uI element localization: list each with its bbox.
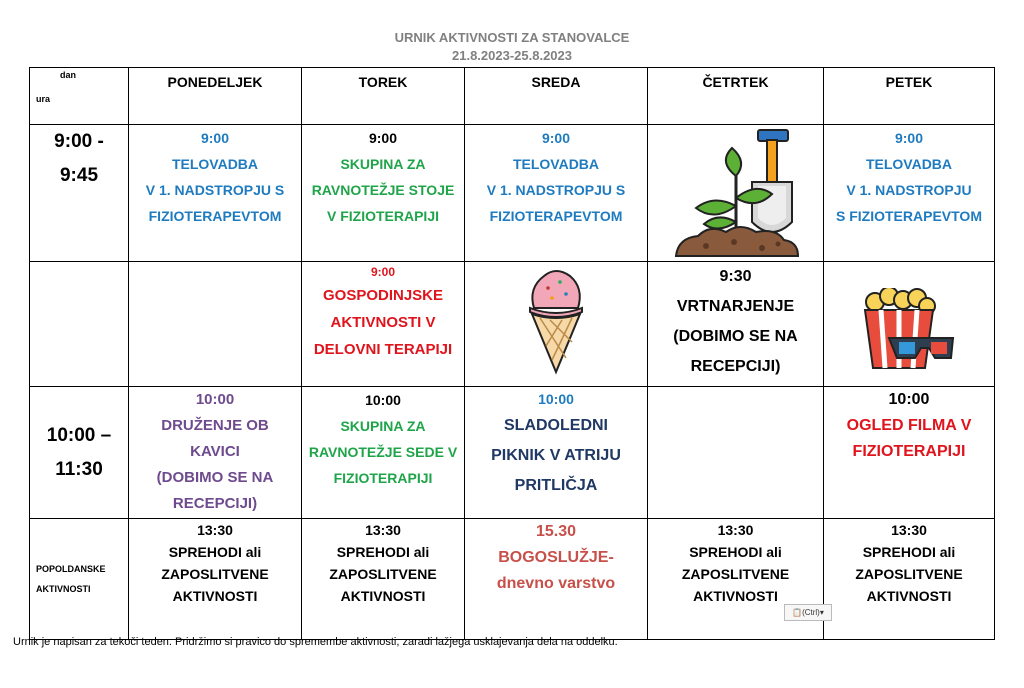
activity-cell — [302, 262, 465, 387]
activity-cell — [648, 519, 824, 640]
activity-text: SPREHODI ali — [168, 544, 262, 560]
activity-text: V 1. NADSTROPJU S — [486, 182, 626, 198]
activity-text: SPREHODI ali — [862, 544, 956, 560]
time-end: 11:30 — [55, 458, 103, 480]
activity-cell — [129, 519, 302, 640]
activity-text: TELOVADBA — [512, 156, 600, 172]
activity-text: ZAPOSLITVENE — [681, 566, 790, 582]
activity-time: 10:00 — [195, 391, 235, 408]
day-header-monday: PONEDELJEK — [129, 68, 302, 125]
activity-text: RECEPCIJI) — [172, 495, 258, 512]
activity-text: BOGOSLUŽJE- — [498, 549, 614, 566]
activity-time: 13:30 — [891, 522, 927, 538]
schedule-table — [29, 67, 995, 640]
activity-text: RAVNOTEŽJE STOJE — [311, 182, 455, 198]
activity-time: 15.30 — [535, 523, 577, 540]
time-cell-morning — [30, 125, 129, 262]
activity-cell — [824, 519, 995, 640]
popcorn-3d-glasses-icon — [861, 288, 957, 372]
activity-time: 10:00 — [538, 391, 574, 407]
activity-text: (DOBIMO SE NA — [156, 469, 274, 486]
activity-text: DELOVNI TERAPIJI — [313, 341, 453, 358]
activity-text: GOSPODINJSKE — [322, 287, 444, 304]
activity-time: 9:30 — [719, 268, 752, 285]
afternoon-label: POPOLDANSKE — [36, 564, 106, 574]
activity-text: SPREHODI ali — [689, 544, 782, 560]
schedule-row-morning — [30, 125, 995, 262]
day-header-thursday: ČETRTEK — [648, 68, 824, 125]
activity-cell — [824, 262, 995, 387]
activity-text: V 1. NADSTROPJU — [846, 182, 972, 198]
paste-options-label: (Ctrl) — [802, 608, 820, 617]
activity-text: RECEPCIJI) — [690, 358, 781, 375]
activity-text: SLADOLEDNI — [504, 417, 608, 434]
activity-time: 9:00 — [541, 130, 571, 146]
activity-cell — [824, 387, 995, 519]
activity-cell — [465, 519, 648, 640]
activity-cell — [129, 387, 302, 519]
header-row — [30, 68, 995, 125]
time-end: 9:45 — [59, 165, 99, 186]
activity-cell — [648, 125, 824, 262]
day-header-friday: PETEK — [824, 68, 995, 125]
schedule-dates: 21.8.2023-25.8.2023 — [452, 48, 572, 63]
time-cell-late-morning — [30, 387, 129, 519]
activity-text: FIZIOTERAPIJI — [852, 443, 966, 460]
clipboard-icon: 📋 — [792, 608, 803, 617]
activity-text: OGLED FILMA V — [846, 417, 972, 434]
activity-text: AKTIVNOSTI — [866, 588, 952, 604]
schedule-row-afternoon — [30, 519, 995, 640]
schedule-row-midmorning — [30, 262, 995, 387]
activity-text: FIZIOTERAPEVTOM — [148, 208, 282, 224]
activity-cell — [129, 125, 302, 262]
activity-text: FIZIOTERAPIJI — [333, 470, 433, 486]
activity-text: KAVICI — [190, 443, 240, 460]
activity-time: 13:30 — [365, 522, 401, 538]
day-header-tuesday: TOREK — [302, 68, 465, 125]
activity-cell — [465, 262, 648, 387]
activity-text: S FIZIOTERAPEVTOM — [836, 208, 982, 224]
activity-text: DRUŽENJE OB — [161, 417, 269, 434]
activity-text: FIZIOTERAPEVTOM — [489, 208, 623, 224]
time-start: 9:00 - — [54, 131, 104, 152]
hour-axis-label: ura — [36, 94, 51, 104]
activity-text: ZAPOSLITVENE — [855, 566, 963, 582]
activity-time: 9:00 — [894, 130, 924, 146]
activity-text: RAVNOTEŽJE SEDE V — [308, 444, 458, 460]
activity-cell — [824, 125, 995, 262]
afternoon-label-cell — [30, 519, 129, 640]
activity-text: dnevno varstvo — [496, 575, 616, 592]
ice-cream-cone-icon — [526, 264, 586, 376]
activity-text: V FIZIOTERAPIJI — [326, 208, 439, 224]
activity-cell — [648, 262, 824, 387]
activity-text: (DOBIMO SE NA — [673, 328, 798, 345]
day-header-wednesday: SREDA — [465, 68, 648, 125]
activity-time: 13:30 — [197, 522, 233, 538]
activity-text: VRTNARJENJE — [676, 298, 795, 315]
activity-time: 9:00 — [368, 130, 398, 146]
chevron-down-icon: ▾ — [819, 608, 824, 617]
activity-cell-empty — [129, 262, 302, 387]
activity-time: 9:00 — [370, 265, 396, 279]
activity-text: TELOVADBA — [171, 156, 259, 172]
activity-text: SPREHODI ali — [336, 544, 430, 560]
activity-cell — [302, 125, 465, 262]
activity-cell — [302, 387, 465, 519]
activity-text: PRITLIČJA — [514, 477, 598, 494]
activity-text: SKUPINA ZA — [340, 156, 426, 172]
schedule-title: URNIK AKTIVNOSTI ZA STANOVALCE — [394, 30, 630, 45]
activity-cell — [465, 125, 648, 262]
activity-text: ZAPOSLITVENE — [329, 566, 437, 582]
afternoon-label: AKTIVNOSTI — [36, 584, 91, 594]
activity-text: ZAPOSLITVENE — [161, 566, 269, 582]
day-axis-label: dan — [60, 70, 77, 80]
paste-options-button[interactable] — [784, 604, 832, 621]
activity-text: AKTIVNOSTI — [172, 588, 258, 604]
footer-note: Urnik je napisan za tekoči teden. Pridržimo si pravico do spremembe aktivnosti, zaradi lažjega usklajevanja dela na oddelku. — [13, 636, 618, 648]
activity-time: 9:00 — [200, 130, 230, 146]
activity-cell — [465, 387, 648, 519]
activity-cell — [302, 519, 465, 640]
activity-time: 13:30 — [717, 522, 754, 538]
corner-cell — [30, 68, 129, 125]
activity-text: V 1. NADSTROPJU S — [145, 182, 285, 198]
activity-text: AKTIVNOSTI V — [330, 314, 436, 331]
activity-cell-empty — [648, 387, 824, 519]
activity-text: PIKNIK V ATRIJU — [491, 447, 621, 464]
time-start: 10:00 – — [46, 424, 112, 446]
activity-text: AKTIVNOSTI — [693, 588, 778, 604]
time-cell-empty — [30, 262, 129, 387]
activity-time: 10:00 — [888, 391, 930, 408]
activity-text: SKUPINA ZA — [340, 418, 426, 434]
activity-time: 10:00 — [365, 392, 401, 408]
activity-text: TELOVADBA — [865, 156, 953, 172]
gardening-plant-shovel-icon — [666, 126, 806, 260]
schedule-row-late-morning — [30, 387, 995, 519]
activity-text: AKTIVNOSTI — [340, 588, 426, 604]
